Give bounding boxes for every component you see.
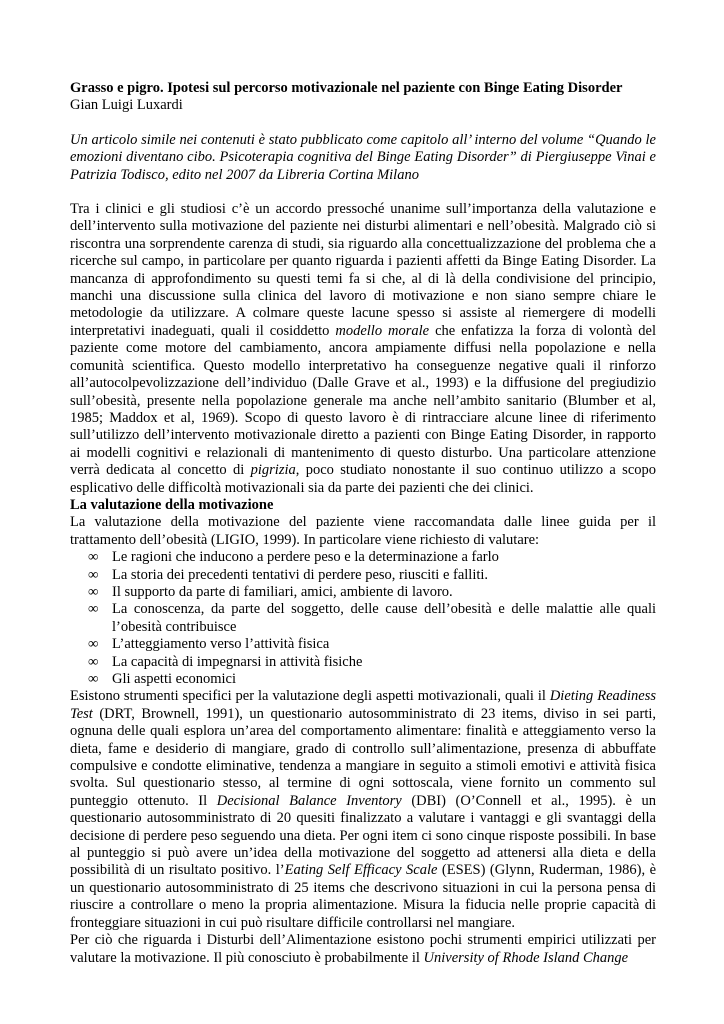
instrument-name-eses: Eating Self Efficacy Scale (284, 862, 438, 879)
infinity-bullet-icon: ∞ (88, 653, 99, 670)
document-page (70, 80, 656, 967)
intro-emphasis-modello-morale: modello morale (335, 322, 430, 339)
list-item-text: La storia dei precedenti tentativi di perdere peso, riusciti e falliti. (112, 566, 489, 583)
instrument-name-drt: Dieting Readiness Test (70, 688, 656, 722)
list-item (88, 636, 656, 653)
list-item (88, 549, 656, 566)
eating-disorders-paragraph (70, 932, 656, 967)
list-item (88, 584, 656, 601)
list-item-text: Le ragioni che inducono a perdere peso e la determinazione a farlo (112, 549, 499, 566)
list-item (88, 654, 656, 671)
intro-emphasis-pigrizia: pigrizia (250, 462, 296, 479)
instruments-text-2: (DRT, Brownell, 1991), un questionario autosomministrato di 23 items, diviso in sei parti, ognuna delle quali esplora un’area del comportamento alimentare: finalità e atteggiamento verso la dieta, fame e desiderio di mangiare, grado di controllo sull’alimentazione, presenza di abbuffate compulsive e condotte eliminative, tendenza a mangiare in seguito a stimoli emotivi e attività fisica svolta. Sul questionario stesso, al termine di ogni sottoscala, viene fornito un commento sul punteggio ottenuto. Il (70, 705, 656, 809)
publication-note: Un articolo simile nei contenuti è stato pubblicato come capitolo all’ interno del volume “Quando le emozioni diventano cibo. Psicoterapia cognitiva del Binge Eating Disorder” di Piergiuseppe Vinai e Patrizia Todisco, edito nel 2007 da Libreria Cortina Milano (70, 131, 656, 183)
infinity-bullet-icon: ∞ (88, 636, 99, 653)
intro-text-3: , poco studiato nonostante il suo continuo utilizzo a scopo esplicativo delle difficoltà motivazionali sia da parte dei pazienti che dei clinici. (70, 462, 657, 496)
section-lead-paragraph: La valutazione della motivazione del paziente viene raccomandata dalle linee guida per il trattamento dell’obesità (LIGIO, 1999). In particolare viene richiesto di valutare: (70, 514, 656, 548)
list-item-text: Gli aspetti economici (112, 671, 237, 687)
document-author: Gian Luigi Luxardi (70, 97, 183, 114)
assessment-list (70, 549, 656, 688)
instruments-text-4: (ESES) (Glynn, Ruderman, 1986), è un questionario autosomministrato di 25 items che descrivono situazioni in cui la persona pensa di riuscire a controllare o meno la propria alimentazione. Misura la fiducia nelle proprie capacità di fronteggiare situazioni in cui può risultare difficile controllarsi nel mangiare. (70, 862, 657, 931)
infinity-bullet-icon: ∞ (88, 583, 99, 600)
infinity-bullet-icon: ∞ (88, 601, 99, 618)
intro-text-1: Tra i clinici e gli studiosi c’è un accordo pressoché unanime sull’importanza della valutazione e dell’intervento sulla motivazione del paziente nei disturbi alimentari e nell’obesità. Malgrado ciò si riscontra una sorprendente carenza di studi, sia riguardo alla concettualizzazione del problema che a ricerche sul campo, in particolare per quanto riguarda i pazienti affetti da Binge Eating Disorder. La mancanza di approfondimento su questi temi fa si che, al di là della condivisione del principio, manchi una discussione sulla clinica del lavoro di motivazione e non siano sempre chiare le metodologie da utilizzare. A colmare queste lacune spesso si assiste al riemergere di modelli interpretativi inadeguati, quali il cosiddetto (70, 201, 656, 339)
infinity-bullet-icon: ∞ (88, 671, 99, 687)
infinity-bullet-icon: ∞ (88, 566, 99, 583)
intro-paragraph (70, 201, 656, 497)
instrument-name-urica: University of Rhode Island Change (423, 949, 629, 966)
instruments-paragraph (70, 688, 656, 932)
document-title: Grasso e pigro. Ipotesi sul percorso motivazionale nel paziente con Binge Eating Disorder (70, 80, 623, 96)
list-item-text: La capacità di impegnarsi in attività fisiche (112, 653, 363, 670)
infinity-bullet-icon: ∞ (88, 549, 99, 566)
instrument-name-dbi: Decisional Balance Inventory (216, 792, 402, 809)
list-item-text: L’atteggiamento verso l’attività fisica (112, 636, 330, 653)
list-item (88, 671, 656, 688)
list-item-text: Il supporto da parte di familiari, amici, ambiente di lavoro. (112, 583, 453, 600)
instruments-text-3: (DBI) (O’Connell et al., 1995). è un questionario autosomministrato di 20 quesiti finalizzato a valutare i vantaggi e gli svantaggi della decisione di perdere peso seguendo una dieta. Per ogni item ci sono cinque risposte possibili. In base al punteggio si può avere un’idea della motivazione del soggetto ad attenersi alla dieta e della possibilità di un risultato positivo. l’ (70, 792, 656, 879)
intro-text-2: che enfatizza la forza di volontà del paziente come motore del cambiamento, ancora ampiamente diffusi nella popolazione e nella comunità scientifica. Questo modello interpretativo ha conseguenze negative quali il rinforzo all’autocolpevolizzazione dell’individuo (Dalle Grave et al., 1993) e la diffusione del pregiudizio sull’obesità, presente nella popolazione generale ma anche nell’ambito sanitario (Blumber et al, 1985; Maddox et al, 1969). Scopo di questo lavoro è di rintracciare alcune linee di riferimento sull’utilizzo dell’intervento motivazionale diretto a pazienti con Binge Eating Disorder, in rapporto ai modelli cognitivi e relazionali di mantenimento di questo disturbo. Una particolare attenzione verrà dedicata al concetto di (70, 322, 657, 479)
instruments-text-1: Esistono strumenti specifici per la valutazione degli aspetti motivazionali, quali il (70, 688, 550, 705)
section-heading: La valutazione della motivazione (70, 496, 274, 513)
list-item (88, 567, 656, 584)
list-item-text: La conoscenza, da parte del soggetto, delle cause dell’obesità e delle malattie alle quali l’obesità contribuisce (112, 601, 656, 635)
list-item (88, 601, 656, 636)
eating-disorders-text-1: Per ciò che riguarda i Disturbi dell’Alimentazione esistono pochi strumenti empirici utilizzati per valutare la motivazione. Il più conosciuto è probabilmente il (70, 932, 656, 966)
